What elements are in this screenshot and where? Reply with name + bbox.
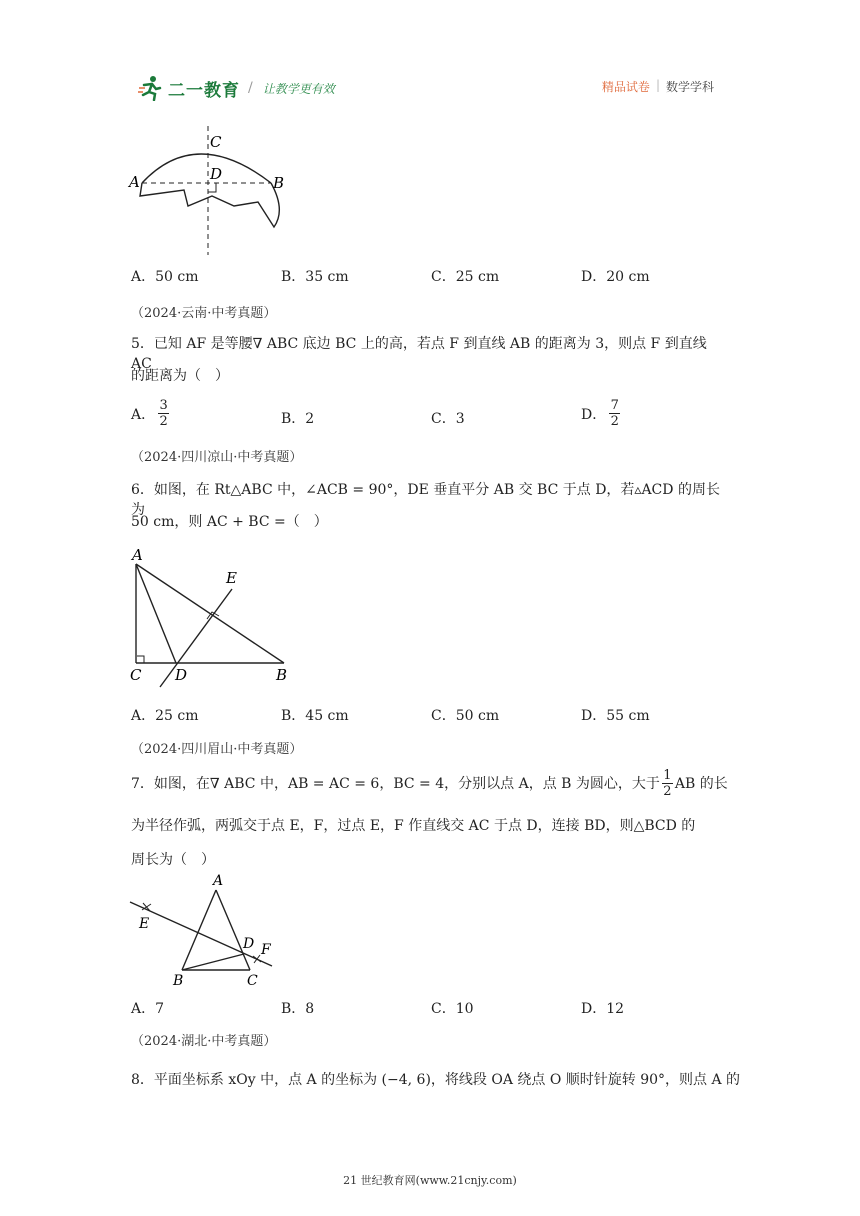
question-6-figure xyxy=(126,544,306,694)
q5-stem-line1: 5．已知 AF 是等腰∇ ABC 底边 BC 上的高，若点 F 到直线 AB 的距离为 3，则点 F 到直线 AC xyxy=(131,336,707,372)
fig6-label-c: C xyxy=(130,666,142,684)
option-letter: B． xyxy=(281,708,306,724)
q7-text-part1: 7．如图，在∇ ABC 中，AB = AC = 6，BC = 4，分别以点 A，点 B 为圆心，大于 xyxy=(131,775,660,792)
fig7-label-b: B xyxy=(173,973,184,989)
option-value: 50 cm xyxy=(155,269,199,285)
option-letter: D． xyxy=(581,1001,607,1017)
fig7-label-d: D xyxy=(243,936,255,952)
denominator: 2 xyxy=(159,414,168,429)
q7-text-part2: AB 的长 xyxy=(674,775,728,792)
fraction xyxy=(609,398,620,429)
option-letter: C． xyxy=(431,708,456,724)
q7-option-a xyxy=(131,998,164,1018)
fig6-label-b: B xyxy=(276,666,288,684)
q6-option-b xyxy=(281,705,349,725)
q7-stem-line1 xyxy=(131,768,741,799)
option-value: 25 cm xyxy=(155,708,199,724)
option-letter: A． xyxy=(131,406,156,423)
question-4-figure xyxy=(126,120,296,260)
question-7-figure xyxy=(126,872,286,992)
q7-option-b xyxy=(281,998,314,1018)
q5-option-a xyxy=(131,398,169,429)
option-letter: A． xyxy=(131,269,156,285)
q7-option-c xyxy=(431,998,474,1018)
option-value: 2 xyxy=(305,411,315,427)
q5-option-b xyxy=(281,408,314,428)
fig7-label-e: E xyxy=(139,916,150,932)
header-subject: 数学学科 xyxy=(665,80,714,94)
header-brand xyxy=(138,70,335,106)
fraction xyxy=(158,398,169,429)
q8-stem-line1: 8．平面坐标系 xOy 中，点 A 的坐标为 (−4, 6)，将线段 OA 绕点 O 顺时针旋转 90°，则点 A 的 xyxy=(131,1072,741,1088)
option-value: 20 cm xyxy=(606,269,650,285)
fig6-label-e: E xyxy=(226,569,237,587)
q4-option-d xyxy=(581,266,650,286)
divider-slash: / xyxy=(248,80,253,96)
q4-option-c xyxy=(431,266,499,286)
fig4-label-c: C xyxy=(210,133,222,151)
q6-option-d xyxy=(581,705,650,725)
brand-slogan: 让教学更有效 xyxy=(262,81,335,96)
fig4-label-a: A xyxy=(129,173,140,191)
option-value: 10 xyxy=(455,1001,474,1017)
option-letter: B． xyxy=(281,411,306,427)
page-footer: 21 世纪教育网(www.21cnjy.com) xyxy=(343,1174,517,1187)
denominator: 2 xyxy=(610,414,619,429)
option-value: 3 xyxy=(455,411,465,427)
q6-stem-line2: 50 cm，则 AC + BC =（ ） xyxy=(131,514,328,530)
option-value: 7 xyxy=(155,1001,165,1017)
q7-fraction xyxy=(662,768,673,799)
fig7-label-f: F xyxy=(261,942,271,958)
option-letter: B． xyxy=(281,1001,306,1017)
option-value: 25 cm xyxy=(455,269,500,285)
numerator: 3 xyxy=(159,398,168,413)
denominator: 2 xyxy=(663,784,672,799)
fig6-label-d: D xyxy=(175,666,188,684)
q8-source: （2024·湖北·中考真题） xyxy=(131,1034,277,1049)
q7-option-d xyxy=(581,998,624,1018)
q6-source: （2024·四川凉山·中考真题） xyxy=(131,450,303,465)
option-letter: C． xyxy=(431,411,456,427)
q4-option-a xyxy=(131,266,199,286)
runner-logo-icon xyxy=(138,75,164,101)
q7-stem-line2: 为半径作弧，两弧交于点 E，F，过点 E，F 作直线交 AC 于点 D，连接 BD，则△BCD 的 xyxy=(131,818,696,834)
option-value: 45 cm xyxy=(305,708,349,724)
q6-option-c xyxy=(431,705,499,725)
option-letter: D． xyxy=(581,269,607,285)
q5-source: （2024·云南·中考真题） xyxy=(131,306,277,321)
option-letter: D． xyxy=(581,708,607,724)
fig4-label-d: D xyxy=(210,165,223,183)
option-letter: A． xyxy=(131,1001,156,1017)
fig7-label-c: C xyxy=(247,973,258,989)
q6-stem-line1: 6．如图，在 Rt△ABC 中，∠ACB = 90°，DE 垂直平分 AB 交 BC 于点 D，若▵ACD 的周长为 xyxy=(131,482,720,518)
option-value: 12 xyxy=(606,1001,625,1017)
option-value: 50 cm xyxy=(455,708,500,724)
option-letter: C． xyxy=(431,269,456,285)
q7-source: （2024·四川眉山·中考真题） xyxy=(131,742,303,757)
header-tags xyxy=(602,78,714,95)
header-separator: | xyxy=(655,78,660,92)
q5-option-d xyxy=(581,398,620,429)
fig7-label-a: A xyxy=(213,873,224,889)
option-value: 35 cm xyxy=(305,269,349,285)
numerator: 1 xyxy=(663,768,672,783)
q6-option-a xyxy=(131,705,199,725)
header-tag: 精品试卷 xyxy=(601,80,650,94)
q5-stem-line2: 的距离为（ ） xyxy=(131,368,229,384)
numerator: 7 xyxy=(610,398,619,413)
q5-option-c xyxy=(431,408,465,428)
option-value: 8 xyxy=(305,1001,315,1017)
option-letter: A． xyxy=(131,708,156,724)
option-letter: B． xyxy=(281,269,306,285)
fig4-label-b: B xyxy=(273,174,285,192)
option-letter: C． xyxy=(431,1001,456,1017)
q7-stem-line3: 周长为（ ） xyxy=(131,852,215,868)
fig6-label-a: A xyxy=(132,546,143,564)
q4-option-b xyxy=(281,266,349,286)
option-letter: D． xyxy=(581,406,607,423)
brand-name: 二一教育 xyxy=(168,80,240,101)
option-value: 55 cm xyxy=(606,708,650,724)
